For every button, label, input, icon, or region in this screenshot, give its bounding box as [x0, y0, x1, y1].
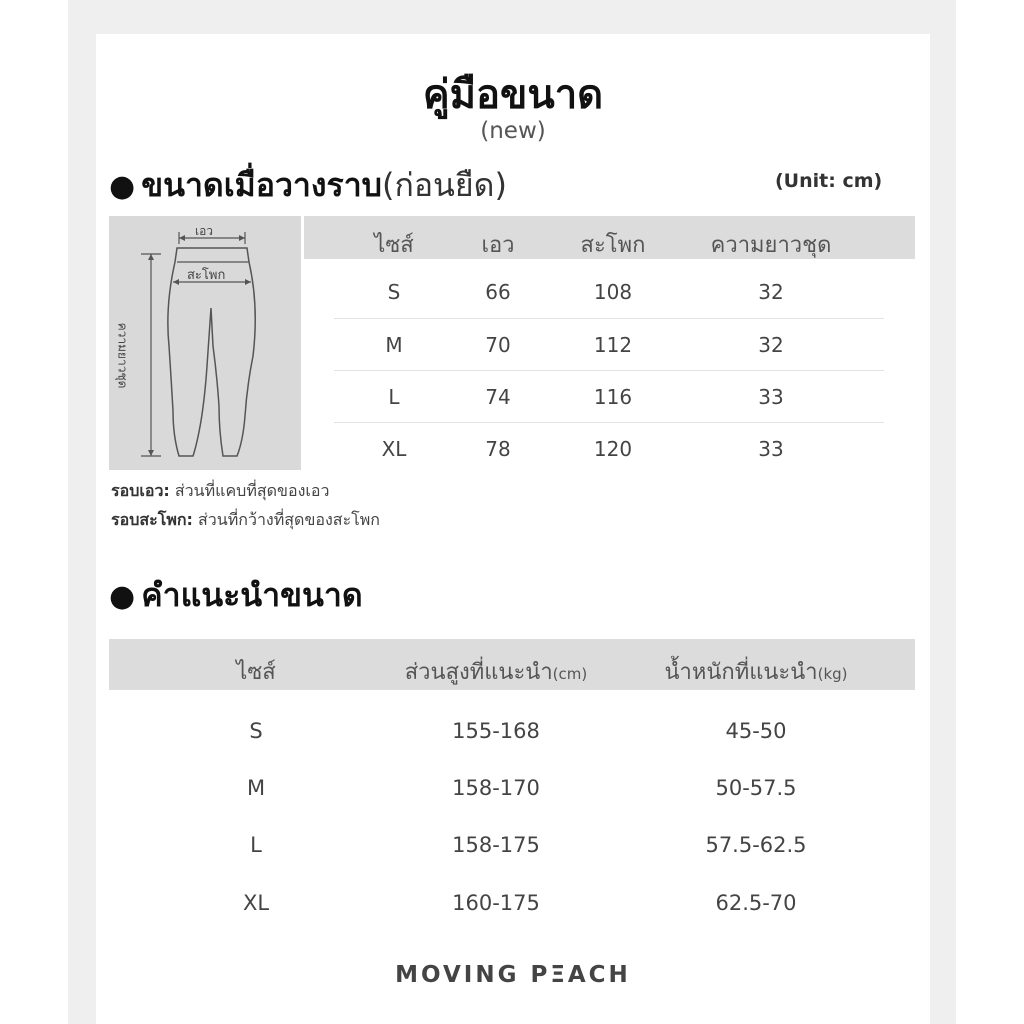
col-header-size: ไซส์: [374, 233, 414, 258]
cell-waist: 70: [485, 333, 511, 357]
cell-weight: 62.5-70: [715, 891, 797, 915]
cell-height: 158-170: [452, 776, 540, 800]
recommend-section-heading: ● คำแนะนำขนาด: [109, 576, 363, 614]
cell-hip: 112: [593, 333, 633, 357]
waist-label: เอว: [195, 224, 214, 238]
cell-length: 33: [758, 385, 784, 409]
cell-hip: 108: [593, 280, 633, 304]
cell-length: 32: [758, 280, 784, 304]
page-title: คู่มือขนาด: [422, 72, 604, 118]
note-hip: รอบสะโพก: ส่วนที่กว้างที่สุดของสะโพก: [111, 510, 380, 529]
col-header-waist: เอว: [481, 233, 515, 258]
cell-size: M: [246, 776, 266, 800]
bullet-icon: ●: [109, 169, 136, 204]
hip-label: สะโพก: [187, 268, 226, 283]
page-subtitle: (new): [480, 118, 546, 144]
cell-hip: 120: [593, 437, 633, 461]
cell-height: 158-175: [452, 833, 540, 857]
cell-waist: 74: [485, 385, 511, 409]
cell-height: 155-168: [452, 719, 540, 743]
cell-size: S: [249, 719, 263, 743]
cell-size: L: [388, 385, 400, 409]
cell-height: 160-175: [452, 891, 540, 915]
brand-logo: MOVING PΞACH: [395, 962, 631, 988]
cell-length: 33: [758, 437, 784, 461]
length-label: ความยาวชุด: [115, 322, 130, 389]
cell-weight: 57.5-62.5: [705, 833, 807, 857]
leggings-diagram: [109, 216, 301, 470]
cell-weight: 45-50: [725, 719, 787, 743]
flat-section-heading: ● ขนาดเมื่อวางราบ(ก่อนยืด): [109, 166, 507, 204]
cell-waist: 78: [485, 437, 511, 461]
cell-size: XL: [381, 437, 407, 461]
col-header-length: ความยาวชุด: [710, 233, 832, 258]
col-header-hip: สะโพก: [580, 233, 646, 258]
cell-size: M: [385, 333, 403, 357]
cell-size: S: [387, 280, 401, 304]
col-header-height: ส่วนสูงที่แนะนำ(cm): [404, 660, 588, 685]
row-divider: [334, 318, 884, 319]
cell-size: XL: [242, 891, 270, 915]
unit-label: (Unit: cm): [775, 170, 883, 192]
col-header-size: ไซส์: [236, 660, 276, 685]
col-header-weight: น้ำหนักที่แนะนำ(kg): [664, 660, 848, 685]
leggings-icon: [109, 216, 301, 470]
note-waist: รอบเอว: ส่วนที่แคบที่สุดของเอว: [111, 481, 330, 500]
row-divider: [334, 422, 884, 423]
bullet-icon: ●: [109, 579, 136, 614]
cell-length: 32: [758, 333, 784, 357]
row-divider: [334, 370, 884, 371]
cell-waist: 66: [485, 280, 511, 304]
size-guide-card: [96, 34, 930, 1024]
cell-size: L: [250, 833, 262, 857]
cell-hip: 116: [593, 385, 633, 409]
cell-weight: 50-57.5: [715, 776, 797, 800]
